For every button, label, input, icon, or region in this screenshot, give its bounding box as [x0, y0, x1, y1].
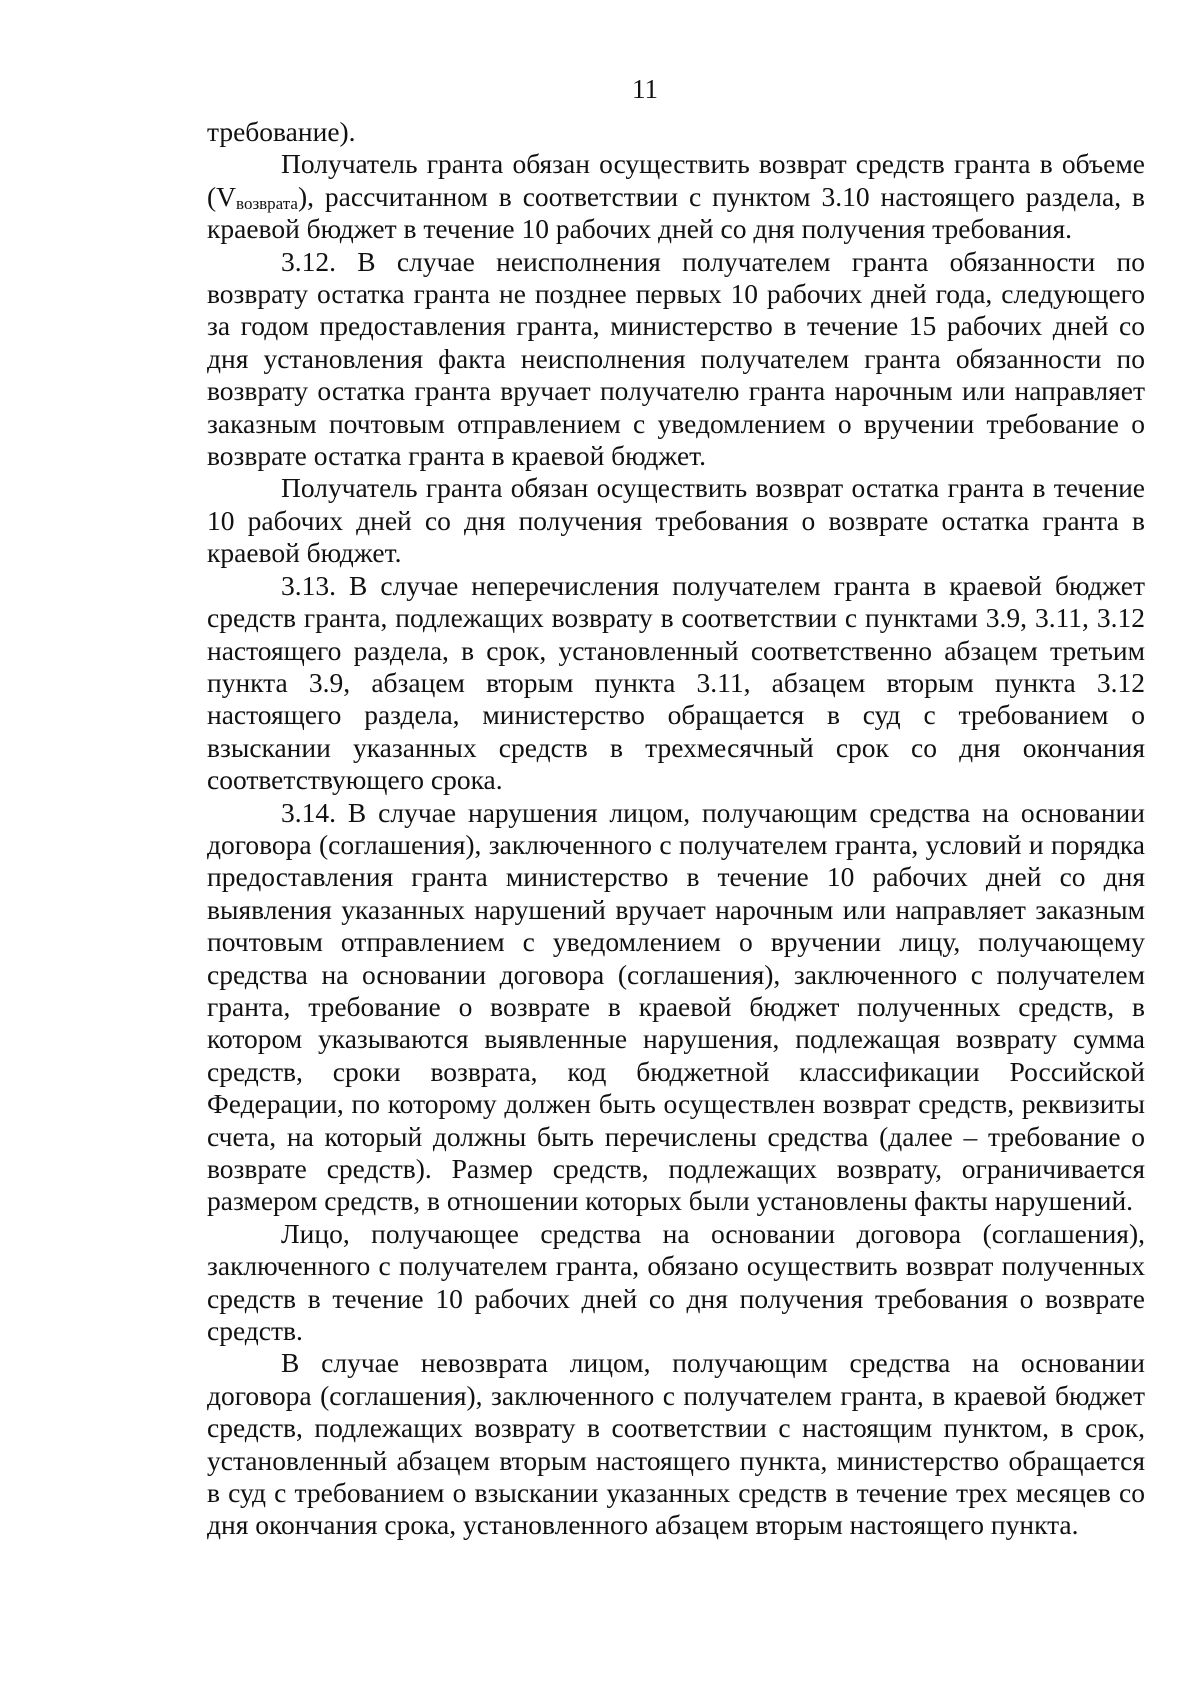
paragraph-text: Получатель гранта обязан осуществить возврат средств гранта в объеме (V: [207, 148, 1145, 212]
paragraph-recipient-obligation: Лицо, получающее средства на основании договора (соглашения), заключенного с получателем гранта, обязано осуществить возврат полученных средств в течение 10 рабочих дней со дня получения требования о возврате средств.: [207, 1217, 1145, 1347]
paragraph-continuation: требование).: [207, 116, 356, 147]
document-body: [207, 116, 1145, 1542]
paragraph-remainder-refund: Получатель гранта обязан осуществить возврат остатка гранта в течение 10 рабочих дней со дня получения требования о возврате остатка гранта в краевой бюджет.: [207, 472, 1145, 569]
subscript-text: возврата: [236, 193, 298, 213]
paragraph-3-13: 3.13. В случае неперечисления получателем гранта в краевой бюджет средств гранта, подлежащих возврату в соответствии с пунктами 3.9, 3.11, 3.12 настоящего раздела, в срок, установленный соответственно абзацем третьим пункта 3.9, абзацем вторым пункта 3.11, абзацем вторым пункта 3.12 настоящего раздела, министерство обращается в суд с требованием о взыскании указанных средств в трехмесячный срок со дня окончания соответствующего срока.: [207, 569, 1145, 796]
paragraph-refund-obligation: [207, 148, 1145, 245]
page-number: 11: [632, 74, 658, 104]
paragraph-3-14: 3.14. В случае нарушения лицом, получающим средства на основании договора (соглашения), заключенного с получателем гранта, условий и порядка предоставления гранта министерство в течение 10 рабочих дней со дня выявления указанных нарушений вручает нарочным или направляет заказным почтовым отправлением с уведомлением о вручении лицу, получающему средства на основании договора (соглашения), заключенного с получателем гранта, требование о возврате в краевой бюджет полученных средств, в котором указываются выявленные нарушения, подлежащая возврату сумма средств, сроки возврата, код бюджетной классификации Российской Федерации, по которому должен быть осуществлен возврат средств, реквизиты счета, на который должны быть перечислены средства (далее – требование о возврате средств). Размер средств, подлежащих возврату, ограничивается размером средств, в отношении которых были установлены факты нарушений.: [207, 796, 1145, 1217]
paragraph-court-action: В случае невозврата лицом, получающим средства на основании договора (соглашения), заключенного с получателем гранта, в краевой бюджет средств, подлежащих возврату в соответствии с настоящим пунктом, в срок, установленный абзацем вторым настоящего пункта, министерство обращается в суд с требованием о взыскании указанных средств в течение трех месяцев со дня окончания срока, установленного абзацем вторым настоящего пункта.: [207, 1347, 1145, 1541]
paragraph-text: ), рассчитанном в соответствии с пунктом 3.10 настоящего раздела, в краевой бюджет в течение 10 рабочих дней со дня получения требования.: [207, 180, 1145, 245]
paragraph-3-12: 3.12. В случае неисполнения получателем гранта обязанности по возврату остатка гранта не позднее первых 10 рабочих дней года, следующего за годом предоставления гранта, министерство в течение 15 рабочих дней со дня установления факта неисполнения получателем гранта обязанности по возврату остатка гранта вручает получателю гранта нарочным или направляет заказным почтовым отправлением с уведомлением о вручении требование о возврате остатка гранта в краевой бюджет.: [207, 245, 1145, 472]
